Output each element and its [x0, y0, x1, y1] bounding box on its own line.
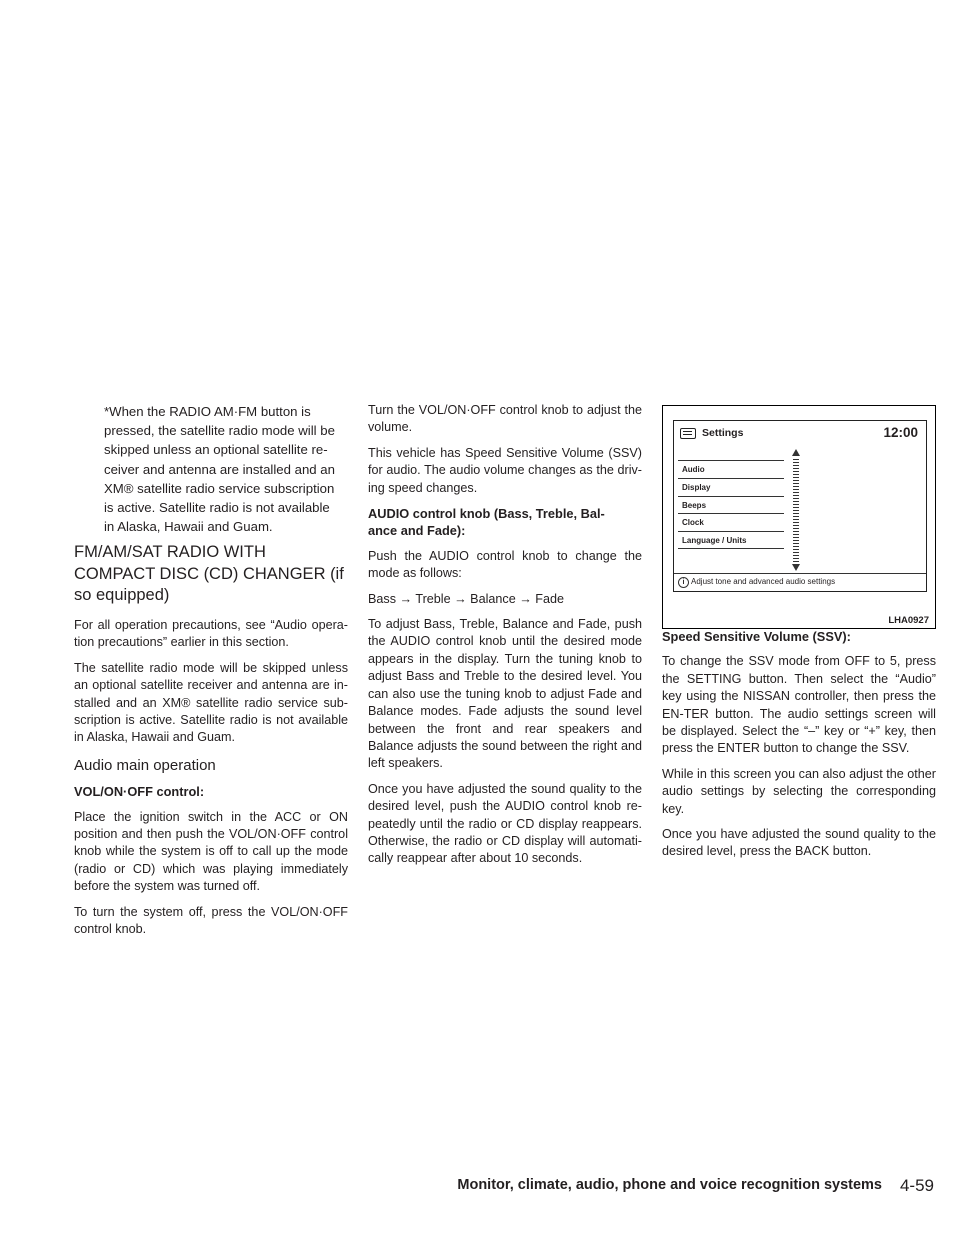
screen-header: [674, 421, 926, 447]
scroll-track: [793, 459, 799, 563]
vol-control-heading: VOL/ON·OFF control:: [74, 784, 205, 800]
paragraph: For all operation precautions, see “Audio opera-tion precautions” earlier in this section.: [74, 617, 348, 650]
arrow-down-icon: [792, 564, 800, 571]
note-line: *When the RADIO AM·FM button is: [104, 404, 311, 419]
section-heading: [74, 542, 348, 607]
screen-status-bar: [674, 573, 926, 591]
figure-code: LHA0927: [888, 615, 929, 626]
settings-icon: [680, 428, 696, 439]
menu-item-beeps: Beeps: [678, 496, 784, 514]
paragraph: To turn the system off, press the VOL/ON·OFF control knob.: [74, 904, 348, 937]
paragraph: Once you have adjusted the sound quality to the desired level, press the BACK button.: [662, 827, 936, 859]
note-line: is active. Satellite radio is not available: [104, 500, 330, 516]
ssv-heading: Speed Sensitive Volume (SSV):: [662, 629, 851, 644]
settings-menu: [678, 460, 784, 549]
paragraph: To change the SSV mode from OFF to 5, press the SETTING button. Then select the “Audio” key using the NISSAN controller, then press the EN-TER button. The audio settings screen will be displayed. Select the “–” key or “+” key, then press the ENTER button to change the SSV.: [662, 654, 936, 756]
menu-item-display: Display: [678, 478, 784, 496]
screen-clock: 12:00: [883, 425, 918, 440]
menu-item-clock: Clock: [678, 513, 784, 531]
paragraph: Turn the VOL/ON·OFF control knob to adjust the volume.: [368, 403, 642, 435]
heading-line: AUDIO control knob (Bass, Treble, Bal-: [368, 506, 605, 522]
page-footer: [440, 1177, 940, 1199]
subsection-heading: Audio main operation: [74, 756, 216, 774]
chapter-title: Monitor, climate, audio, phone and voice recognition systems: [457, 1177, 882, 1193]
paragraph: Push the AUDIO control knob to change the mode as follows:: [368, 548, 642, 581]
heading-line: COMPACT DISC (CD) CHANGER (if: [74, 564, 344, 583]
note-line: ceiver and antenna are installed and an: [104, 461, 335, 477]
menu-item-audio: Audio: [678, 460, 784, 478]
arrow-up-icon: [792, 449, 800, 456]
heading-line: ance and Fade):: [368, 523, 466, 539]
paragraph: Place the ignition switch in the ACC or ON position and then push the VOL/ON·OFF control knob while the system is off to call up the mode (radio or CD) which was playing immediately before the system was turned off.: [74, 809, 348, 894]
paragraph: While in this screen you can also adjust the other audio settings by selecting the corresponding key.: [662, 766, 936, 816]
heading-line: so equipped): [74, 586, 170, 605]
mode-sequence: Bass → Treble → Balance → Fade: [368, 591, 564, 606]
note-line: XM® satellite radio service subscription: [104, 480, 335, 496]
note-line: skipped unless an optional satellite re-: [104, 442, 328, 458]
note-line: in Alaska, Hawaii and Guam.: [104, 519, 273, 535]
right-column: [662, 628, 936, 869]
info-icon: i: [678, 577, 689, 588]
left-column: [74, 402, 348, 946]
screen-title: Settings: [702, 427, 744, 439]
audio-knob-heading: [368, 505, 642, 540]
page-number: 4-59: [899, 1176, 934, 1195]
heading-line: FM/AM/SAT RADIO WITH: [74, 543, 266, 562]
scroll-indicator: [786, 449, 804, 571]
paragraph: Once you have adjusted the sound quality to the desired level, push the AUDIO control knob re-peatedly until the radio or CD display reappears. Otherwise, the radio or CD display will automati-cally reappear after about 10 seconds.: [368, 781, 642, 866]
middle-column: [368, 402, 642, 876]
satellite-note: [74, 402, 348, 536]
settings-screen: [673, 420, 927, 592]
note-line: pressed, the satellite radio mode will be: [104, 423, 335, 439]
paragraph: To adjust Bass, Treble, Balance and Fade, push the AUDIO control knob until the desired mode appears in the display. Turn the tuning knob to adjust Bass and Treble to the desired level. You can also use the tuning knob to adjust Fade and Balance modes. Fade adjusts the sound level between the front and rear speakers and Balance adjusts the sound between the right and left speakers.: [368, 617, 642, 771]
settings-screen-figure: [662, 405, 936, 629]
paragraph: The satellite radio mode will be skipped unless an optional satellite receiver and antenna are in-stalled and an XM® satellite radio service sub-scription is active. Satellite radio is not available in Alaska, Hawaii and Guam.: [74, 660, 348, 745]
paragraph: This vehicle has Speed Sensitive Volume (SSV) for audio. The audio volume changes as the driv-ing speed changes.: [368, 445, 642, 495]
menu-item-language-units: Language / Units: [678, 531, 784, 549]
status-text: Adjust tone and advanced audio settings: [691, 577, 836, 586]
